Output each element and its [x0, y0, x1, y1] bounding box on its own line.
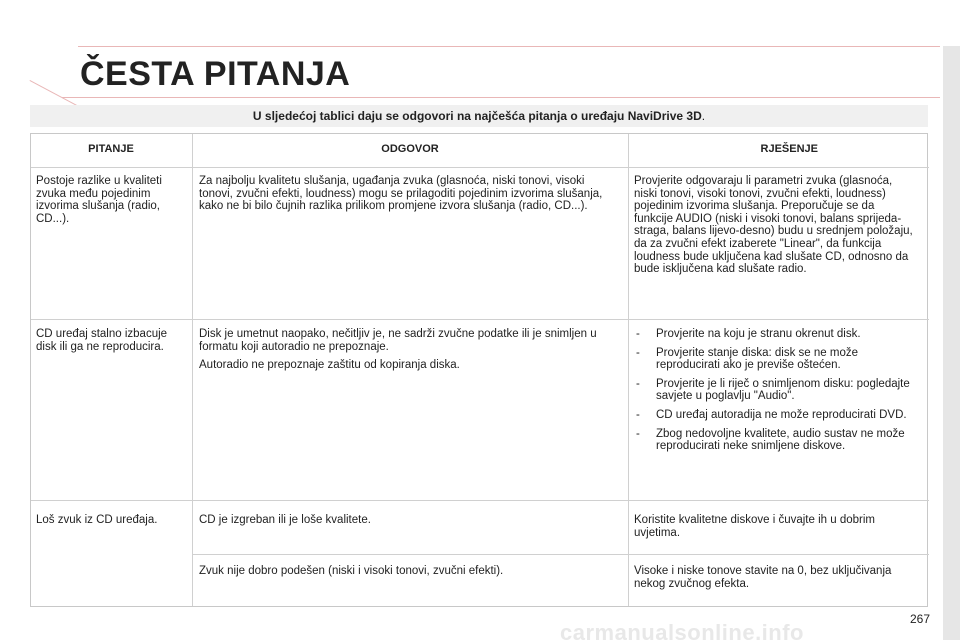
- column-divider: [192, 134, 193, 606]
- row2-answer: [199, 328, 617, 372]
- row3-answer: [199, 514, 617, 527]
- column-divider: [628, 134, 629, 606]
- header-pitanje: PITANJE: [88, 143, 134, 155]
- watermark: carmanualsonline.info: [560, 620, 804, 640]
- row-divider: [31, 319, 929, 320]
- row1-answer-text: Za najbolju kvalitetu slušanja, ugađanja zvuka (glasnoća, niski tonovi, visoki tonovi, zvučni efekti, loudness) mogu se prilagoditi pojedinim izvorima slušanja, kako ne bi bilo čujnih razlika prilikom promjene izvora slušanja (radio, CD...).: [199, 175, 603, 213]
- list-item: - Zbog nedovoljne kvalitete, audio sustav ne može reproducirati neke snimljene diskove.: [634, 428, 916, 453]
- header-rule: [78, 46, 940, 47]
- page-number: 267: [910, 612, 931, 626]
- intro-bar: [30, 105, 928, 127]
- row4-answer: [199, 565, 617, 578]
- row-divider: [31, 500, 929, 501]
- row-divider: [192, 554, 929, 555]
- row2-answer-text: Autoradio ne prepoznaje zaštitu od kopiranja diska.: [199, 359, 460, 372]
- list-item: - CD uređaj autoradija ne može reproducirati DVD.: [634, 409, 916, 422]
- row2-solution: [634, 328, 916, 459]
- row4-answer-text: Zvuk nije dobro podešen (niski i visoki tonovi, zvučni efekti).: [199, 565, 504, 577]
- list-item: - Provjerite na koju je stranu okrenut disk.: [634, 328, 916, 341]
- intro-period: .: [701, 109, 706, 123]
- row3-solution: Koristite kvalitetne diskove i čuvajte ih u dobrim uvjetima.: [634, 514, 875, 539]
- row1-answer: [199, 175, 617, 213]
- row3-question: Loš zvuk iz CD uređaja.: [36, 514, 158, 526]
- row2-question: CD uređaj stalno izbacuje disk ili ga ne reproducira.: [36, 328, 168, 353]
- row3-answer-text: CD je izgreban ili je loše kvalitete.: [199, 514, 371, 526]
- row-divider: [31, 167, 929, 168]
- row1-question: Postoje razlike u kvaliteti zvuka među pojedinim izvorima slušanja (radio, CD...).: [36, 175, 162, 225]
- list-item: - Provjerite stanje diska: disk se ne može reproducirati ako je previše oštećen.: [634, 347, 916, 372]
- row1-solution: Provjerite odgovaraju li parametri zvuka (glasnoća, niski tonovi, visoki tonovi, zvučni efekti, loudness) pojedinim izvorima slušanja. Preporučuje se da funkcije AUDIO (niski i visoki tonovi, balans sprijeda-straga, balans lijevo-desno) budu u srednjem položaju, da za zvučni efekt izaberete "Linear", da funkcija loudness bude uključena kad slušate CD, odnosno da bude isključena kad slušate radio.: [634, 175, 913, 276]
- row2-answer-text: Disk je umetnut naopako, nečitljiv je, ne sadrži zvučne podatke ili je snimljen u formatu koji autoradio ne prepoznaje.: [199, 328, 597, 353]
- row4-solution: Visoke i niske tonove stavite na 0, bez uključivanja nekog zvučnog efekta.: [634, 565, 892, 590]
- list-item: - Provjerite je li riječ o snimljenom disku: pogledajte savjete u poglavlju "Audio".: [634, 378, 916, 403]
- header-bottom-rule: [62, 97, 940, 98]
- intro-text: U sljedećoj tablici daju se odgovori na najčešća pitanja o uređaju NaviDrive 3D: [252, 109, 702, 123]
- page-title: ČESTA PITANJA: [80, 55, 351, 93]
- solution-list: [634, 328, 916, 453]
- header-odgovor: ODGOVOR: [381, 143, 439, 155]
- header-rjesenje: RJEŠENJE: [760, 143, 818, 155]
- page-edge-strip: [943, 46, 960, 640]
